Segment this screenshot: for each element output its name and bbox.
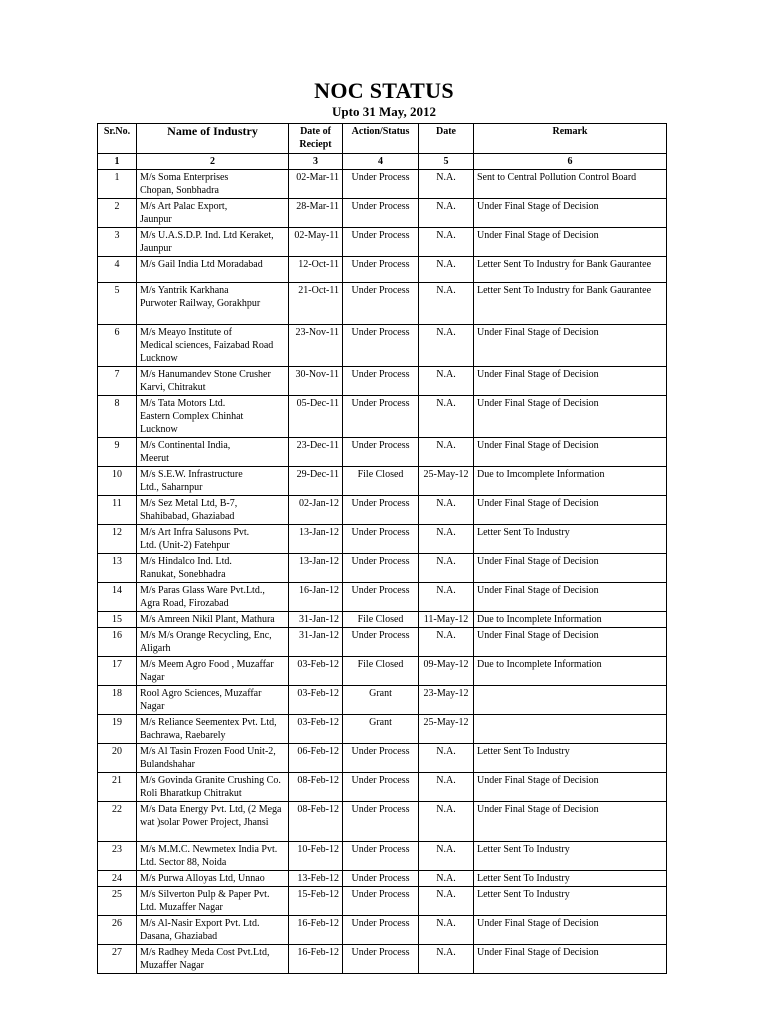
status-cell: Under Process bbox=[343, 257, 419, 283]
status-cell: Grant bbox=[343, 686, 419, 715]
table-row bbox=[98, 773, 667, 802]
table-row bbox=[98, 438, 667, 467]
sr-no-cell: 6 bbox=[98, 325, 137, 367]
status-date-cell: N.A. bbox=[419, 396, 474, 438]
table-row bbox=[98, 496, 667, 525]
remark-cell: Under Final Stage of Decision bbox=[474, 496, 667, 525]
receipt-date-cell: 31-Jan-12 bbox=[289, 628, 343, 657]
table-row bbox=[98, 686, 667, 715]
sr-no-cell: 15 bbox=[98, 612, 137, 628]
status-cell: Under Process bbox=[343, 583, 419, 612]
table-row bbox=[98, 945, 667, 974]
remark-cell: Under Final Stage of Decision bbox=[474, 199, 667, 228]
table-row bbox=[98, 554, 667, 583]
status-date-cell: N.A. bbox=[419, 283, 474, 325]
receipt-date-cell: 23-Nov-11 bbox=[289, 325, 343, 367]
table-row bbox=[98, 396, 667, 438]
table-row bbox=[98, 283, 667, 325]
sr-no-cell: 12 bbox=[98, 525, 137, 554]
industry-name-cell: M/s Meayo Institute of Medical sciences, Faizabad Road Lucknow bbox=[137, 325, 289, 367]
table-row bbox=[98, 628, 667, 657]
status-cell: Under Process bbox=[343, 554, 419, 583]
receipt-date-cell: 30-Nov-11 bbox=[289, 367, 343, 396]
status-date-cell: N.A. bbox=[419, 583, 474, 612]
receipt-date-cell: 21-Oct-11 bbox=[289, 283, 343, 325]
sr-no-cell: 20 bbox=[98, 744, 137, 773]
sr-no-cell: 25 bbox=[98, 887, 137, 916]
table-row bbox=[98, 583, 667, 612]
receipt-date-cell: 15-Feb-12 bbox=[289, 887, 343, 916]
table-row bbox=[98, 871, 667, 887]
status-date-cell: N.A. bbox=[419, 628, 474, 657]
document-subtitle: Upto 31 May, 2012 bbox=[332, 104, 436, 119]
remark-cell: Due to Incomplete Information bbox=[474, 612, 667, 628]
industry-name-cell: M/s U.A.S.D.P. Ind. Ltd Keraket, Jaunpur bbox=[137, 228, 289, 257]
sr-no-cell: 13 bbox=[98, 554, 137, 583]
status-date-cell: 11-May-12 bbox=[419, 612, 474, 628]
status-date-cell: 09-May-12 bbox=[419, 657, 474, 686]
industry-name-cell: M/s Hindalco Ind. Ltd. Ranukat, Sonebhadra bbox=[137, 554, 289, 583]
industry-name-cell: M/s Art Infra Salusons Pvt. Ltd. (Unit-2) Fatehpur bbox=[137, 525, 289, 554]
status-cell: Under Process bbox=[343, 367, 419, 396]
industry-name-cell: Rool Agro Sciences, Muzaffar Nagar bbox=[137, 686, 289, 715]
receipt-date-cell: 02-May-11 bbox=[289, 228, 343, 257]
industry-name-cell: M/s M/s Orange Recycling, Enc, Aligarh bbox=[137, 628, 289, 657]
industry-name-cell: M/s Soma Enterprises Chopan, Sonbhadra bbox=[137, 170, 289, 199]
sr-no-cell: 18 bbox=[98, 686, 137, 715]
table-row bbox=[98, 744, 667, 773]
status-date-cell: N.A. bbox=[419, 773, 474, 802]
remark-cell: Under Final Stage of Decision bbox=[474, 802, 667, 842]
sr-no-cell: 4 bbox=[98, 257, 137, 283]
remark-cell: Under Final Stage of Decision bbox=[474, 228, 667, 257]
document-title: NOC STATUS bbox=[314, 78, 454, 103]
industry-name-cell: M/s Yantrik Karkhana Purwoter Railway, Gorakhpur bbox=[137, 283, 289, 325]
sr-no-cell: 3 bbox=[98, 228, 137, 257]
industry-name-cell: M/s Silverton Pulp & Paper Pvt. Ltd. Muzaffer Nagar bbox=[137, 887, 289, 916]
header-remark: Remark bbox=[474, 124, 667, 154]
status-date-cell: 25-May-12 bbox=[419, 715, 474, 744]
receipt-date-cell: 02-Jan-12 bbox=[289, 496, 343, 525]
industry-name-cell: M/s Reliance Seementex Pvt. Ltd, Bachrawa, Raebarely bbox=[137, 715, 289, 744]
remark-cell: Under Final Stage of Decision bbox=[474, 367, 667, 396]
industry-name-cell: M/s Al Tasin Frozen Food Unit-2, Bulandshahar bbox=[137, 744, 289, 773]
status-cell: Under Process bbox=[343, 438, 419, 467]
table-body bbox=[98, 170, 667, 974]
receipt-date-cell: 03-Feb-12 bbox=[289, 657, 343, 686]
industry-name-cell: M/s S.E.W. Infrastructure Ltd., Saharnpur bbox=[137, 467, 289, 496]
table-row bbox=[98, 612, 667, 628]
table-row bbox=[98, 170, 667, 199]
receipt-date-cell: 05-Dec-11 bbox=[289, 396, 343, 438]
status-cell: Under Process bbox=[343, 283, 419, 325]
industry-name-cell: M/s Art Palac Export, Jaunpur bbox=[137, 199, 289, 228]
status-date-cell: N.A. bbox=[419, 554, 474, 583]
receipt-date-cell: 06-Feb-12 bbox=[289, 744, 343, 773]
sr-no-cell: 8 bbox=[98, 396, 137, 438]
sr-no-cell: 17 bbox=[98, 657, 137, 686]
table-row bbox=[98, 715, 667, 744]
status-date-cell: N.A. bbox=[419, 744, 474, 773]
remark-cell bbox=[474, 686, 667, 715]
header-sr-no: Sr.No. bbox=[98, 124, 137, 154]
status-date-cell: N.A. bbox=[419, 325, 474, 367]
status-cell: Under Process bbox=[343, 325, 419, 367]
receipt-date-cell: 31-Jan-12 bbox=[289, 612, 343, 628]
status-date-cell: N.A. bbox=[419, 916, 474, 945]
industry-name-cell: M/s Purwa Alloyas Ltd, Unnao bbox=[137, 871, 289, 887]
status-date-cell: N.A. bbox=[419, 525, 474, 554]
status-cell: Under Process bbox=[343, 396, 419, 438]
status-date-cell: N.A. bbox=[419, 802, 474, 842]
sr-no-cell: 14 bbox=[98, 583, 137, 612]
remark-cell: Letter Sent To Industry bbox=[474, 525, 667, 554]
status-cell: Under Process bbox=[343, 945, 419, 974]
column-number: 4 bbox=[343, 154, 419, 170]
status-date-cell: N.A. bbox=[419, 367, 474, 396]
remark-cell: Letter Sent To Industry for Bank Gaurantee bbox=[474, 283, 667, 325]
header-date-of-receipt: Date of Reciept bbox=[289, 124, 343, 154]
table-row bbox=[98, 916, 667, 945]
receipt-date-cell: 13-Feb-12 bbox=[289, 871, 343, 887]
receipt-date-cell: 28-Mar-11 bbox=[289, 199, 343, 228]
column-number: 6 bbox=[474, 154, 667, 170]
receipt-date-cell: 16-Feb-12 bbox=[289, 945, 343, 974]
table-row bbox=[98, 228, 667, 257]
industry-name-cell: M/s Meem Agro Food , Muzaffar Nagar bbox=[137, 657, 289, 686]
column-number: 3 bbox=[289, 154, 343, 170]
receipt-date-cell: 02-Mar-11 bbox=[289, 170, 343, 199]
table-row bbox=[98, 525, 667, 554]
status-date-cell: N.A. bbox=[419, 257, 474, 283]
sr-no-cell: 7 bbox=[98, 367, 137, 396]
status-date-cell: N.A. bbox=[419, 199, 474, 228]
receipt-date-cell: 08-Feb-12 bbox=[289, 802, 343, 842]
status-cell: Under Process bbox=[343, 916, 419, 945]
status-cell: Under Process bbox=[343, 525, 419, 554]
industry-name-cell: M/s Sez Metal Ltd, B-7, Shahibabad, Ghaziabad bbox=[137, 496, 289, 525]
column-number: 2 bbox=[137, 154, 289, 170]
sr-no-cell: 22 bbox=[98, 802, 137, 842]
industry-name-cell: M/s Data Energy Pvt. Ltd, (2 Mega wat )solar Power Project, Jhansi bbox=[137, 802, 289, 842]
industry-name-cell: M/s Paras Glass Ware Pvt.Ltd., Agra Road, Firozabad bbox=[137, 583, 289, 612]
table-row bbox=[98, 842, 667, 871]
industry-name-cell: M/s Amreen Nikil Plant, Mathura bbox=[137, 612, 289, 628]
industry-name-cell: M/s Tata Motors Ltd. Eastern Complex Chinhat Lucknow bbox=[137, 396, 289, 438]
remark-cell: Under Final Stage of Decision bbox=[474, 554, 667, 583]
status-date-cell: 25-May-12 bbox=[419, 467, 474, 496]
status-date-cell: N.A. bbox=[419, 496, 474, 525]
status-cell: File Closed bbox=[343, 467, 419, 496]
industry-name-cell: M/s Continental India, Meerut bbox=[137, 438, 289, 467]
noc-status-table bbox=[97, 123, 667, 974]
status-cell: File Closed bbox=[343, 657, 419, 686]
receipt-date-cell: 12-Oct-11 bbox=[289, 257, 343, 283]
remark-cell: Letter Sent To Industry bbox=[474, 887, 667, 916]
remark-cell: Letter Sent To Industry bbox=[474, 744, 667, 773]
status-cell: Under Process bbox=[343, 228, 419, 257]
header-date: Date bbox=[419, 124, 474, 154]
table-row bbox=[98, 367, 667, 396]
header-name-of-industry: Name of Industry bbox=[137, 124, 289, 154]
receipt-date-cell: 23-Dec-11 bbox=[289, 438, 343, 467]
status-date-cell: N.A. bbox=[419, 438, 474, 467]
sr-no-cell: 9 bbox=[98, 438, 137, 467]
status-date-cell: N.A. bbox=[419, 871, 474, 887]
sr-no-cell: 24 bbox=[98, 871, 137, 887]
status-cell: Grant bbox=[343, 715, 419, 744]
remark-cell: Due to Imcomplete Information bbox=[474, 467, 667, 496]
sr-no-cell: 27 bbox=[98, 945, 137, 974]
industry-name-cell: M/s Radhey Meda Cost Pvt.Ltd, Muzaffer Nagar bbox=[137, 945, 289, 974]
industry-name-cell: M/s Govinda Granite Crushing Co. Roli Bharatkup Chitrakut bbox=[137, 773, 289, 802]
column-number: 1 bbox=[98, 154, 137, 170]
receipt-date-cell: 03-Feb-12 bbox=[289, 686, 343, 715]
remark-cell: Under Final Stage of Decision bbox=[474, 945, 667, 974]
sr-no-cell: 26 bbox=[98, 916, 137, 945]
table-row bbox=[98, 199, 667, 228]
status-date-cell: N.A. bbox=[419, 842, 474, 871]
remark-cell: Under Final Stage of Decision bbox=[474, 438, 667, 467]
status-cell: Under Process bbox=[343, 496, 419, 525]
remark-cell: Under Final Stage of Decision bbox=[474, 583, 667, 612]
table-row bbox=[98, 887, 667, 916]
sr-no-cell: 21 bbox=[98, 773, 137, 802]
sr-no-cell: 10 bbox=[98, 467, 137, 496]
status-date-cell: N.A. bbox=[419, 945, 474, 974]
sr-no-cell: 5 bbox=[98, 283, 137, 325]
sr-no-cell: 1 bbox=[98, 170, 137, 199]
remark-cell: Due to Incomplete Information bbox=[474, 657, 667, 686]
remark-cell: Letter Sent To Industry bbox=[474, 871, 667, 887]
remark-cell: Under Final Stage of Decision bbox=[474, 396, 667, 438]
sr-no-cell: 23 bbox=[98, 842, 137, 871]
sr-no-cell: 11 bbox=[98, 496, 137, 525]
receipt-date-cell: 13-Jan-12 bbox=[289, 554, 343, 583]
table-row bbox=[98, 467, 667, 496]
receipt-date-cell: 03-Feb-12 bbox=[289, 715, 343, 744]
receipt-date-cell: 13-Jan-12 bbox=[289, 525, 343, 554]
table-row bbox=[98, 802, 667, 842]
sr-no-cell: 2 bbox=[98, 199, 137, 228]
status-date-cell: 23-May-12 bbox=[419, 686, 474, 715]
receipt-date-cell: 16-Jan-12 bbox=[289, 583, 343, 612]
industry-name-cell: M/s Al-Nasir Export Pvt. Ltd. Dasana, Ghaziabad bbox=[137, 916, 289, 945]
status-cell: Under Process bbox=[343, 744, 419, 773]
sr-no-cell: 19 bbox=[98, 715, 137, 744]
status-cell: Under Process bbox=[343, 842, 419, 871]
remark-cell: Letter Sent To Industry for Bank Gaurantee bbox=[474, 257, 667, 283]
status-cell: File Closed bbox=[343, 612, 419, 628]
industry-name-cell: M/s Gail India Ltd Moradabad bbox=[137, 257, 289, 283]
remark-cell: Under Final Stage of Decision bbox=[474, 773, 667, 802]
status-date-cell: N.A. bbox=[419, 228, 474, 257]
table-row bbox=[98, 325, 667, 367]
table-row bbox=[98, 257, 667, 283]
header-action-status: Action/Status bbox=[343, 124, 419, 154]
remark-cell: Letter Sent To Industry bbox=[474, 842, 667, 871]
status-date-cell: N.A. bbox=[419, 887, 474, 916]
header-row bbox=[98, 124, 667, 154]
remark-cell: Under Final Stage of Decision bbox=[474, 628, 667, 657]
status-cell: Under Process bbox=[343, 871, 419, 887]
status-cell: Under Process bbox=[343, 628, 419, 657]
receipt-date-cell: 10-Feb-12 bbox=[289, 842, 343, 871]
industry-name-cell: M/s M.M.C. Newmetex India Pvt. Ltd. Sector 88, Noida bbox=[137, 842, 289, 871]
column-number-row bbox=[98, 154, 667, 170]
receipt-date-cell: 16-Feb-12 bbox=[289, 916, 343, 945]
industry-name-cell: M/s Hanumandev Stone Crusher Karvi, Chitrakut bbox=[137, 367, 289, 396]
remark-cell: Under Final Stage of Decision bbox=[474, 325, 667, 367]
sr-no-cell: 16 bbox=[98, 628, 137, 657]
status-date-cell: N.A. bbox=[419, 170, 474, 199]
remark-cell: Sent to Central Pollution Control Board bbox=[474, 170, 667, 199]
status-cell: Under Process bbox=[343, 887, 419, 916]
receipt-date-cell: 08-Feb-12 bbox=[289, 773, 343, 802]
status-cell: Under Process bbox=[343, 170, 419, 199]
remark-cell bbox=[474, 715, 667, 744]
status-cell: Under Process bbox=[343, 802, 419, 842]
remark-cell: Under Final Stage of Decision bbox=[474, 916, 667, 945]
column-number: 5 bbox=[419, 154, 474, 170]
table-row bbox=[98, 657, 667, 686]
status-cell: Under Process bbox=[343, 199, 419, 228]
status-cell: Under Process bbox=[343, 773, 419, 802]
receipt-date-cell: 29-Dec-11 bbox=[289, 467, 343, 496]
